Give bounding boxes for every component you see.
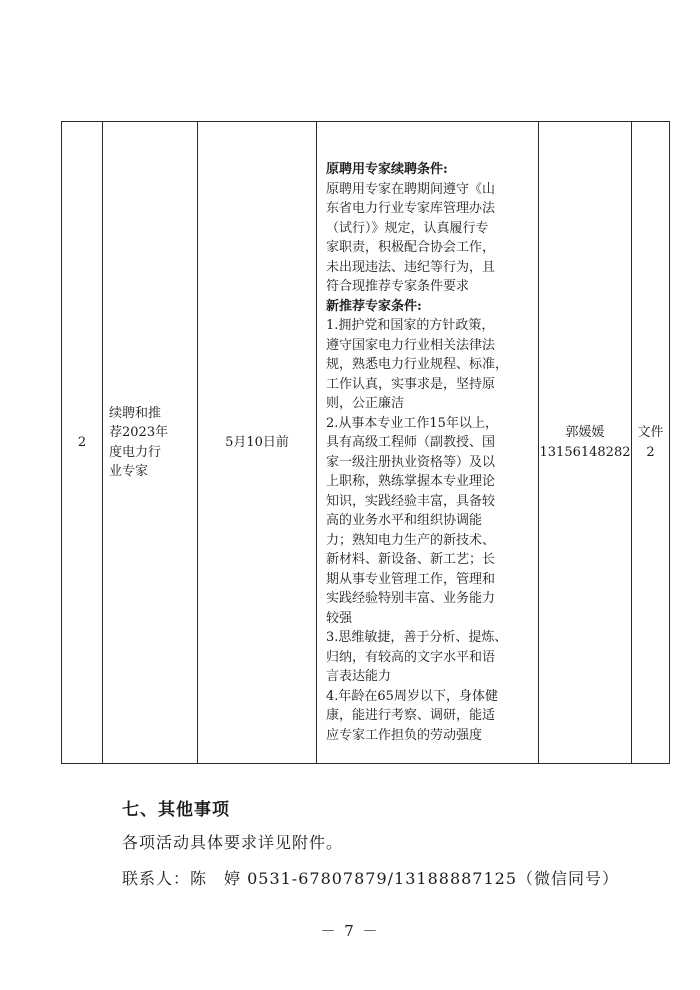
- item-line: 荐2023年: [109, 425, 169, 440]
- requirements-cell: [317, 122, 539, 764]
- requirement-heading: 原聘用专家续聘条件:: [326, 162, 448, 177]
- requirement-line: 4.年龄在65周岁以下，身体健: [326, 688, 498, 704]
- requirement-heading: 新推荐专家条件:: [326, 298, 422, 314]
- requirement-line: 未出现违法、违纪等行为，且: [326, 259, 496, 275]
- requirement-line: 上职称，熟练掌握本专业理论: [326, 474, 496, 489]
- requirement-line: 1.拥护党和国家的方针政策，: [326, 318, 495, 333]
- row-number: 2: [77, 434, 87, 450]
- document-label: 文件: [637, 425, 664, 440]
- contact-phone: 13156148282: [539, 444, 631, 460]
- item-line: 业专家: [109, 464, 149, 479]
- requirement-line: 新材料、新设备、新工艺；长: [326, 552, 496, 567]
- requirement-line: 知识，实践经验丰富，具备较: [326, 493, 496, 509]
- requirement-line: 遵守国家电力行业相关法律法: [326, 337, 496, 353]
- requirement-line: 具有高级工程师（副教授、国: [326, 435, 496, 450]
- requirement-line: 康，能进行考察、调研，能适: [326, 708, 496, 723]
- requirement-line: 家一级注册执业资格等）及以: [326, 454, 496, 470]
- section-title: 七、其他事项: [122, 800, 230, 820]
- requirement-line: 言表达能力: [326, 669, 392, 684]
- requirement-line: 期从事专业管理工作，管理和: [326, 571, 496, 587]
- requirement-line: 归纳，有较高的文字水平和语: [326, 649, 496, 665]
- deadline-cell: [198, 122, 317, 764]
- item-line: 续聘和推: [109, 405, 162, 421]
- requirement-line: 3.思维敏捷，善于分析、提炼、: [326, 630, 508, 645]
- table-row: [62, 122, 670, 764]
- activity-item-cell: [103, 122, 198, 764]
- requirement-line: 力；熟知电力生产的新技术、: [326, 532, 496, 548]
- requirement-line: 东省电力行业专家库管理办法: [326, 201, 496, 216]
- requirement-line: 工作认真，实事求是，坚持原: [326, 376, 496, 392]
- requirement-line: （试行）》规定，认真履行专: [326, 220, 489, 236]
- requirement-line: 实践经验特别丰富、业务能力: [326, 591, 496, 606]
- requirement-line: 2.从事本专业工作15年以上，: [326, 415, 498, 431]
- requirement-line: 应专家工作担负的劳动强度: [326, 727, 483, 743]
- document-number: 2: [646, 444, 655, 460]
- activity-table: [61, 121, 670, 764]
- requirement-line: 家职责，积极配合协会工作，: [326, 240, 496, 255]
- requirements-list: [326, 160, 532, 745]
- requirement-line: 则，公正廉洁: [326, 396, 405, 411]
- item-line: 度电力行: [109, 444, 162, 460]
- row-number-cell: [62, 122, 103, 764]
- attachment-note: 各项活动具体要求详见附件。: [122, 833, 344, 852]
- contact-name: 郭媛媛: [565, 425, 605, 440]
- requirement-line: 高的业务水平和组织协调能: [326, 513, 483, 528]
- requirement-line: 符合现推荐专家条件要求: [326, 279, 470, 294]
- deadline-text: 5月10日前: [225, 434, 289, 450]
- document-cell: [632, 122, 670, 764]
- requirement-line: 较强: [326, 610, 353, 626]
- contact-info: 联系人：陈 婷 0531-67807879/13188887125（微信同号）: [122, 869, 620, 888]
- requirement-line: 规，熟悉电力行业规程、标准，: [326, 357, 509, 372]
- page-number: － 7 －: [320, 922, 380, 940]
- requirement-line: 原聘用专家在聘期间遵守《山: [326, 181, 496, 197]
- contact-cell: [539, 122, 632, 764]
